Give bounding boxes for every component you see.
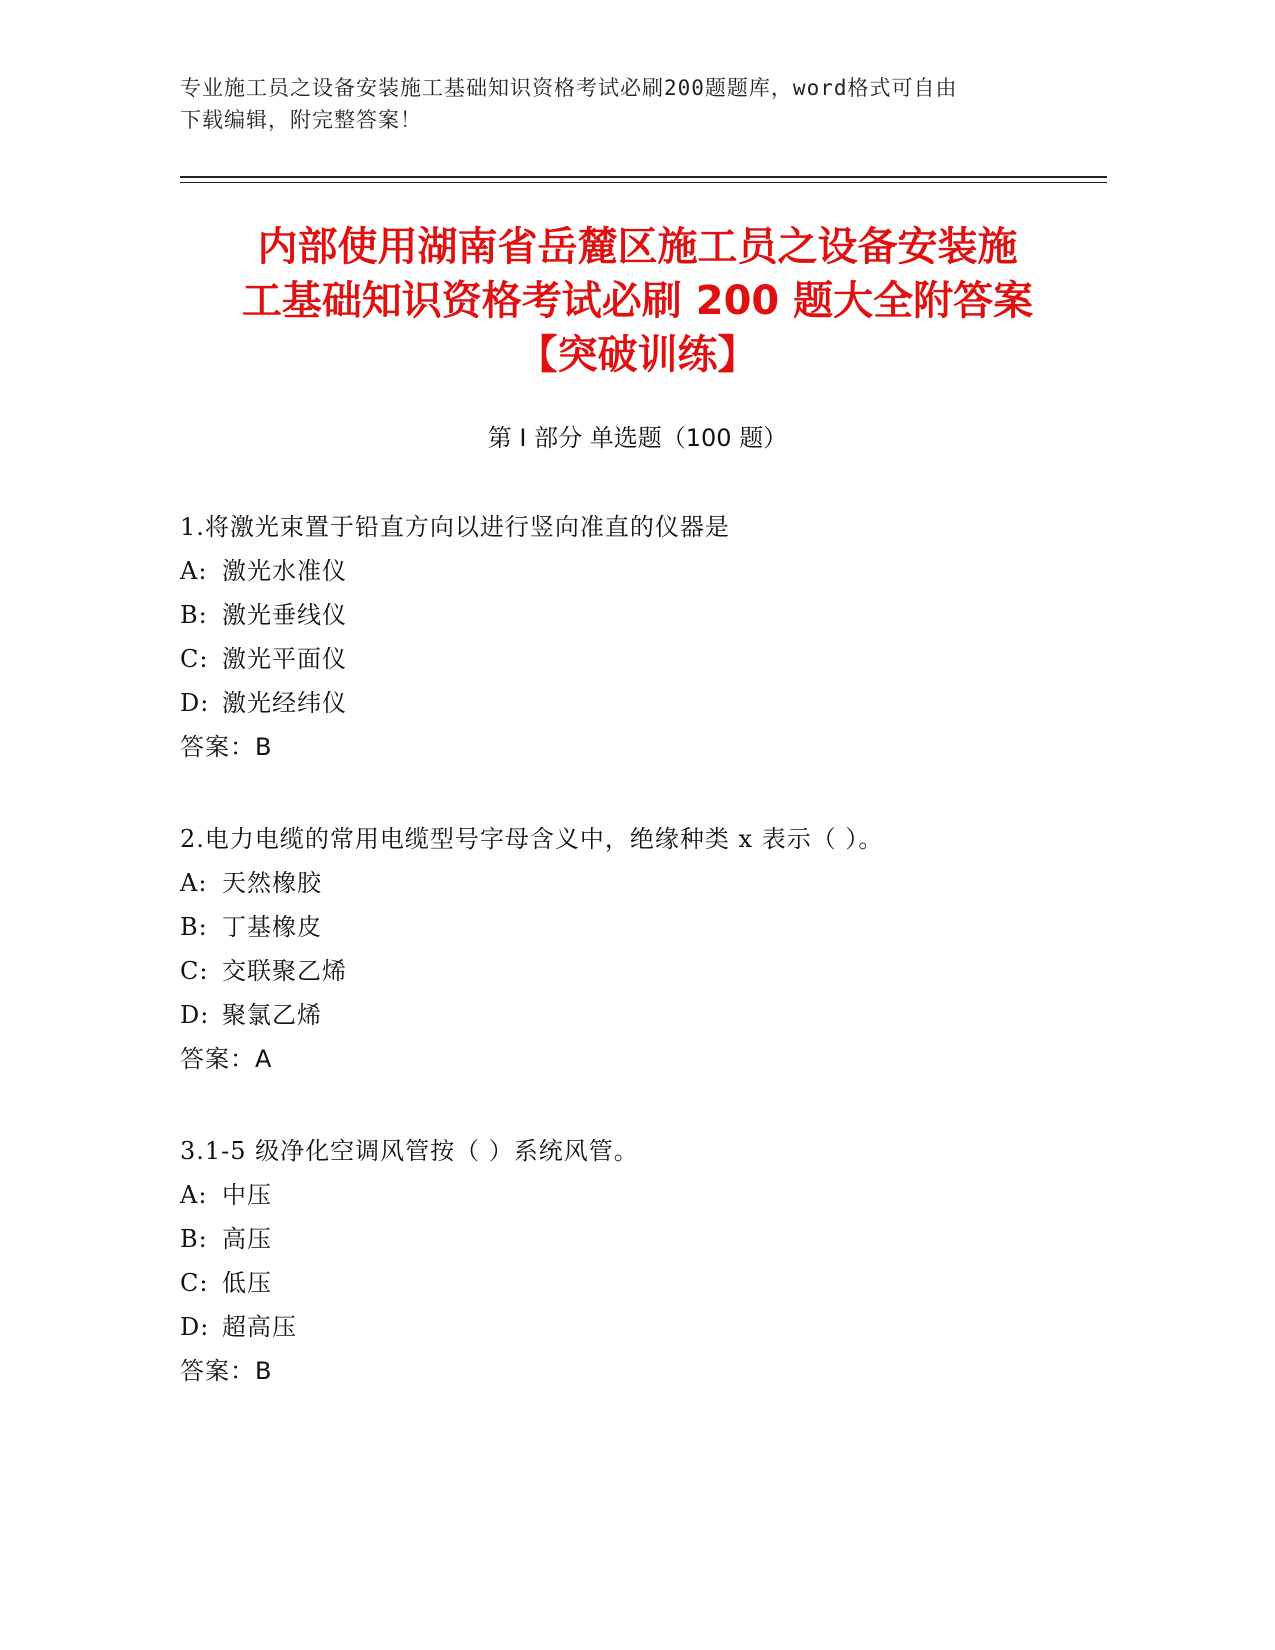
option-d — [180, 993, 1100, 1037]
option-letter: C: — [180, 957, 209, 985]
question-stem: 1.将激光束置于铅直方向以进行竖向准直的仪器是 — [180, 513, 730, 541]
option-letter: A: — [180, 1181, 208, 1209]
option-text: 交联聚乙烯 — [222, 957, 347, 985]
option-b — [180, 905, 1100, 949]
option-b — [180, 593, 1100, 637]
document-title-line3: 【突破训练】 — [517, 332, 758, 378]
header-note-line1: 专业施工员之设备安装施工基础知识资格考试必刷200题题库，word格式可自由 — [180, 76, 958, 100]
option-c — [180, 1261, 1100, 1305]
section-heading: 第 I 部分 单选题（100 题） — [487, 424, 788, 452]
option-letter: C: — [180, 1269, 209, 1297]
question-item — [180, 1129, 1100, 1393]
question-stem: 3.1-5 级净化空调风管按（ ）系统风管。 — [180, 1137, 639, 1165]
option-d — [180, 681, 1100, 725]
option-letter: C: — [180, 645, 209, 673]
option-text: 中压 — [222, 1181, 272, 1209]
option-letter: B: — [180, 1225, 208, 1253]
option-a — [180, 549, 1100, 593]
option-a — [180, 861, 1100, 905]
option-c — [180, 637, 1100, 681]
option-text: 高压 — [222, 1225, 272, 1253]
answer-line: 答案：B — [180, 1357, 273, 1385]
option-letter: A: — [180, 557, 208, 585]
answer-line: 答案：B — [180, 733, 273, 761]
header-note-line2: 下载编辑，附完整答案！ — [180, 108, 422, 132]
question-stem: 2.电力电缆的常用电缆型号字母含义中，绝缘种类 x 表示（ ）。 — [180, 825, 884, 853]
option-letter: D: — [180, 1001, 210, 1029]
option-c — [180, 949, 1100, 993]
option-d — [180, 1305, 1100, 1349]
option-text: 激光经纬仪 — [222, 689, 347, 717]
option-b — [180, 1217, 1100, 1261]
option-letter: B: — [180, 913, 208, 941]
option-text: 聚氯乙烯 — [222, 1001, 322, 1029]
option-text: 低压 — [222, 1269, 272, 1297]
question-item — [180, 817, 1100, 1081]
header-divider-thick — [180, 176, 1107, 178]
option-text: 超高压 — [222, 1313, 297, 1341]
option-letter: A: — [180, 869, 208, 897]
question-list — [180, 505, 1100, 1441]
document-title-line1: 内部使用湖南省岳麓区施工员之设备安装施 — [257, 224, 1018, 270]
header-divider-thin — [180, 182, 1107, 183]
document-title-line2: 工基础知识资格考试必刷 200 题大全附答案 — [241, 278, 1034, 324]
answer-line: 答案：A — [180, 1045, 273, 1073]
option-text: 激光平面仪 — [222, 645, 347, 673]
option-text: 丁基橡皮 — [222, 913, 322, 941]
option-text: 激光水准仪 — [222, 557, 347, 585]
option-text: 激光垂线仪 — [222, 601, 347, 629]
option-letter: D: — [180, 689, 210, 717]
option-a — [180, 1173, 1100, 1217]
header-note — [180, 72, 1080, 136]
option-letter: D: — [180, 1313, 210, 1341]
option-text: 天然橡胶 — [222, 869, 322, 897]
document-title — [150, 220, 1125, 382]
question-item — [180, 505, 1100, 769]
option-letter: B: — [180, 601, 208, 629]
